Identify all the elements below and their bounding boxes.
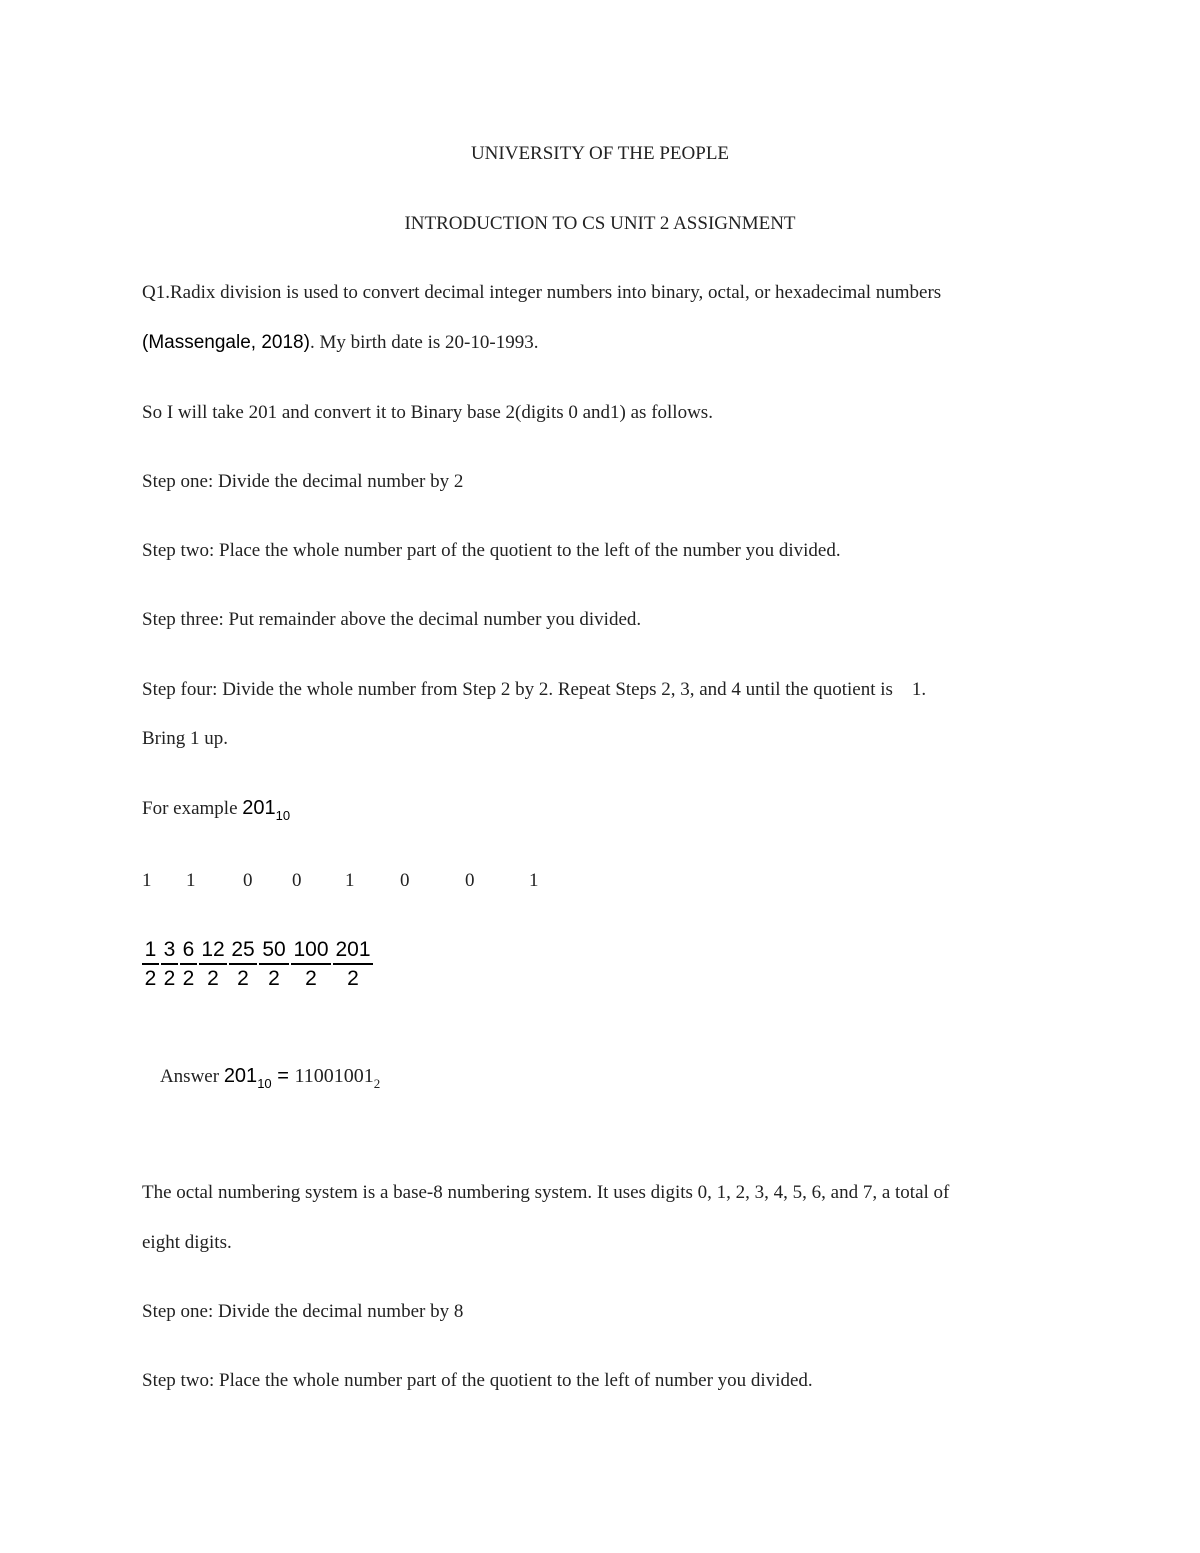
- fraction-bar: [229, 963, 257, 965]
- fraction-numerator: 25: [231, 938, 255, 961]
- binary-step-four-line1: Step four: Divide the whole number from Step 2 by 2. Repeat Steps 2, 3, and 4 until the quotient is 1.: [142, 679, 927, 700]
- binary-step-one: Step one: Divide the decimal number by 2: [142, 471, 464, 492]
- fraction-numerator: 50: [262, 938, 286, 961]
- fraction-numerator: 1: [144, 938, 157, 961]
- fraction-bar: [259, 963, 289, 965]
- take-201-line: So I will take 201 and convert it to Binary base 2(digits 0 and1) as follows.: [142, 402, 713, 423]
- binary-step-four-line2: Bring 1 up.: [142, 728, 229, 749]
- division-fraction: [229, 938, 257, 991]
- q1-intro-line1: Q1.Radix division is used to convert decimal integer numbers into binary, octal, or hexadecimal numbers: [142, 282, 942, 303]
- fraction-numerator: 3: [163, 938, 176, 961]
- fraction-numerator: 201: [335, 938, 371, 961]
- answer-equals: =: [271, 1065, 295, 1087]
- birth-date-text: . My birth date is 20-10-1993.: [309, 332, 539, 353]
- division-fraction: [259, 938, 289, 991]
- division-fraction: [161, 938, 178, 991]
- fraction-bar: [333, 963, 373, 965]
- fraction-denominator: 2: [237, 967, 249, 990]
- answer-decimal-base: 10: [257, 1076, 272, 1091]
- fraction-denominator: 2: [305, 967, 317, 990]
- fraction-denominator: 2: [163, 967, 176, 990]
- octal-intro-line1: The octal numbering system is a base-8 numbering system. It uses digits 0, 1, 2, 3, 4, 5, 6, and 7, a total of: [142, 1182, 950, 1203]
- octal-step-two: Step two: Place the whole number part of the quotient to the left of number you divided.: [142, 1370, 813, 1391]
- division-fraction: [142, 938, 159, 991]
- division-fraction: [180, 938, 197, 991]
- example-label: For example: [142, 798, 243, 819]
- example-number: [242, 797, 291, 823]
- answer-decimal: [223, 1065, 272, 1091]
- assignment-title: INTRODUCTION TO CS UNIT 2 ASSIGNMENT: [404, 213, 796, 234]
- answer-decimal-value: 201: [223, 1065, 258, 1087]
- octal-intro-line2: eight digits.: [142, 1232, 232, 1253]
- remainder-digit: 0: [243, 870, 253, 891]
- octal-step-one: Step one: Divide the decimal number by 8: [142, 1301, 464, 1322]
- fraction-numerator: 100: [293, 938, 329, 961]
- division-fraction: [333, 938, 373, 991]
- fraction-denominator: 2: [182, 967, 195, 990]
- fraction-denominator: 2: [207, 967, 219, 990]
- remainder-digit: 1: [529, 870, 539, 891]
- fraction-denominator: 2: [268, 967, 280, 990]
- answer-binary: [294, 1065, 381, 1091]
- citation: (Massengale, 2018): [142, 332, 310, 353]
- remainder-digit: 1: [186, 870, 196, 891]
- example-line: [142, 796, 290, 822]
- binary-step-three: Step three: Put remainder above the decimal number you divided.: [142, 609, 642, 630]
- fraction-numerator: 6: [182, 938, 195, 961]
- fraction-numerator: 12: [201, 938, 225, 961]
- binary-step-two: Step two: Place the whole number part of the quotient to the left of the number you divided.: [142, 540, 841, 561]
- remainder-digit: 0: [400, 870, 410, 891]
- remainder-digit: 1: [142, 870, 152, 891]
- remainder-digit: 0: [292, 870, 302, 891]
- remainder-digit: 1: [345, 870, 355, 891]
- fraction-bar: [199, 963, 227, 965]
- fraction-bar: [161, 963, 178, 965]
- q1-intro-line2: [142, 331, 538, 355]
- fraction-denominator: 2: [347, 967, 359, 990]
- fraction-bar: [291, 963, 331, 965]
- institution-heading: UNIVERSITY OF THE PEOPLE: [470, 143, 730, 164]
- remainder-digit: 0: [465, 870, 475, 891]
- answer-binary-value: 11001001: [294, 1065, 374, 1087]
- fraction-bar: [142, 963, 159, 965]
- answer-line: [142, 1040, 380, 1114]
- fraction-bar: [180, 963, 197, 965]
- answer-label: Answer: [159, 1066, 224, 1087]
- example-number-base: 10: [275, 808, 291, 823]
- division-fraction: [199, 938, 227, 991]
- example-number-value: 201: [242, 797, 276, 819]
- fraction-denominator: 2: [144, 967, 157, 990]
- answer-binary-base: 2: [373, 1076, 381, 1091]
- division-fraction: [291, 938, 331, 991]
